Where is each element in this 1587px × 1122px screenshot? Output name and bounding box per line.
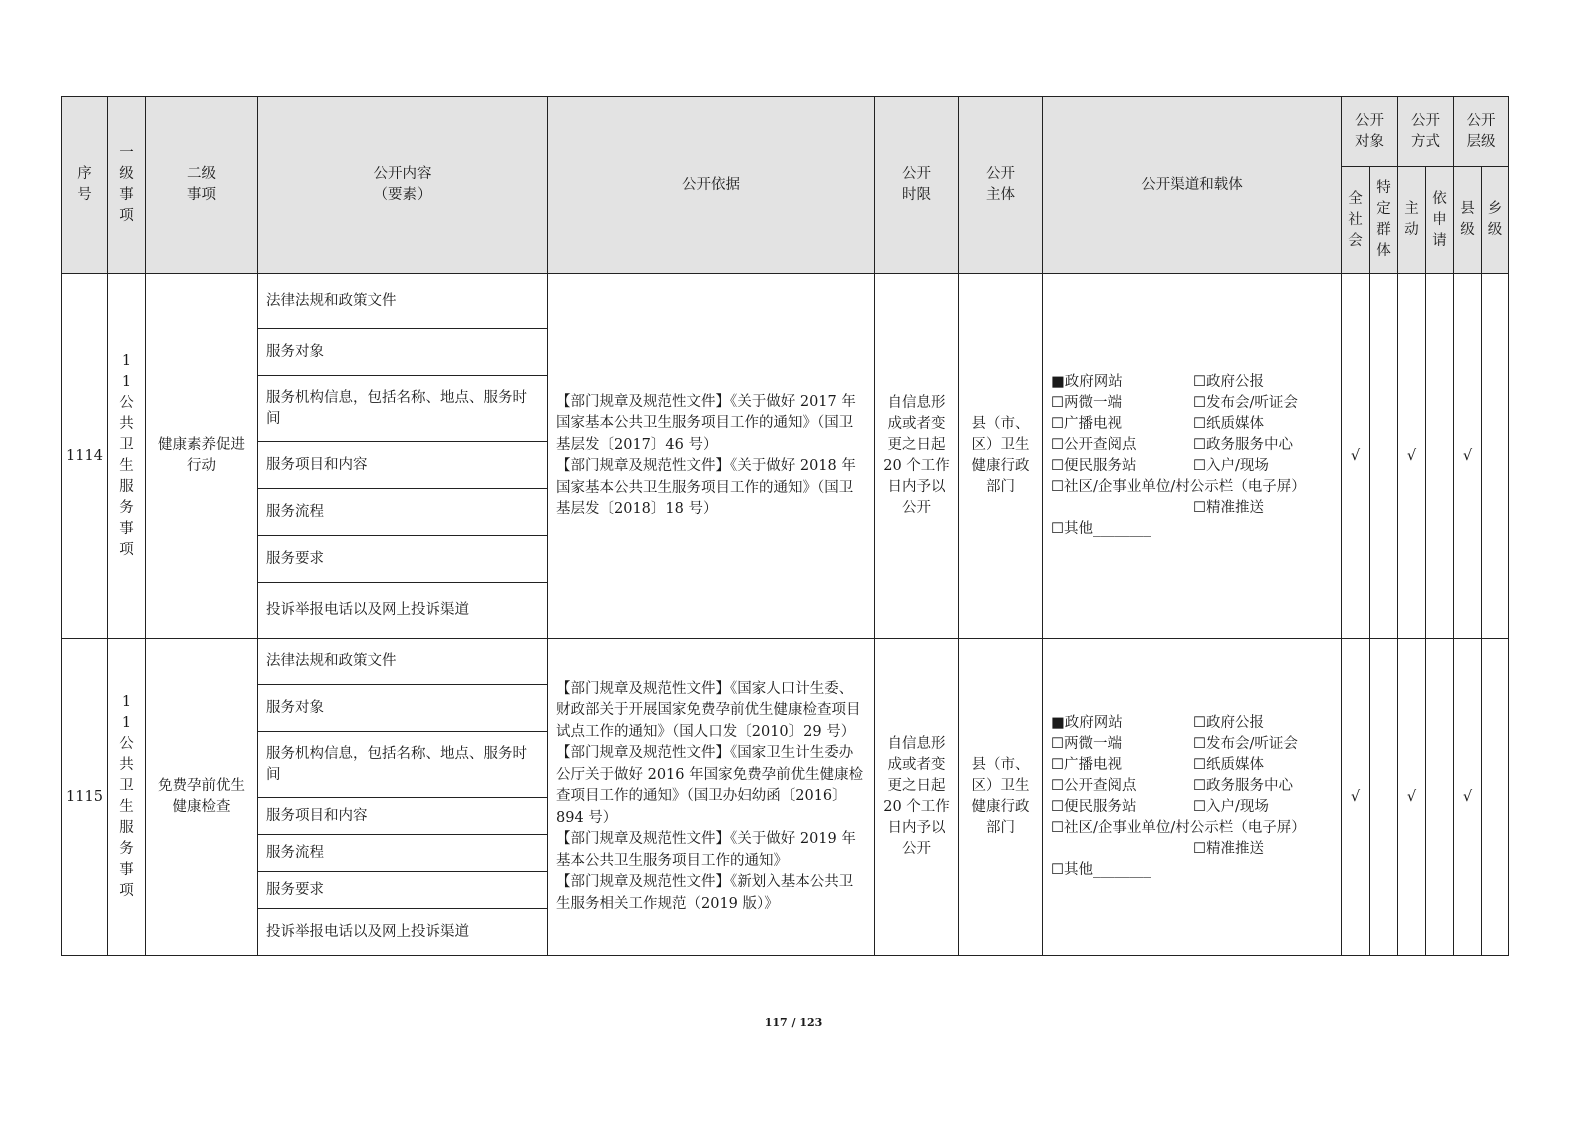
check-lv-county: √ [1454,639,1482,956]
subject-cell: 县（市、区）卫生健康行政部门 [959,639,1043,956]
basis-cell: 【部门规章及规范性文件】《关于做好 2017 年国家基本公共卫生服务项目工作的通知》（国卫基层发〔2017〕46 号） 【部门规章及规范性文件】《关于做好 2018 年国家基本公共卫生服务项目工作的通知》（国卫基层发〔2018〕18 号） [548,274,875,639]
check-m-apply [1426,639,1454,956]
element-cell: 服务对象 [258,329,548,376]
channel-cell [1043,639,1342,956]
check-lv-county: √ [1454,274,1482,639]
disclosure-table [61,96,1509,956]
channel-option: ☐广播电视 [1051,416,1122,432]
level2-cell: 免费孕前优生健康检查 [146,639,258,956]
check-obj-group [1370,639,1398,956]
check-lv-town [1482,274,1509,639]
channel-option: ☐社区/企事业单位/村公示栏（电子屏） [1051,820,1306,836]
element-cell: 服务项目和内容 [258,442,548,489]
channel-option: ☐社区/企事业单位/村公示栏（电子屏） [1051,479,1306,495]
channel-option: ☐公开查阅点 [1051,778,1137,794]
element-cell: 服务机构信息，包括名称、地点、服务时间 [258,376,548,442]
header-method-active: 主动 [1398,167,1426,274]
channel-option: ☐精准推送 [1193,500,1264,516]
channel-option: ☐便民服务站 [1051,799,1137,815]
element-cell: 服务项目和内容 [258,798,548,835]
channel-option: ☐发布会/听证会 [1193,736,1298,752]
header-level-town: 乡级 [1482,167,1509,274]
check-obj-all: √ [1342,639,1370,956]
header-method-apply: 依申请 [1426,167,1454,274]
check-obj-all: √ [1342,274,1370,639]
page-number: 117 / 123 [764,1016,823,1029]
table-header [62,97,1509,274]
channel-list [1051,713,1333,881]
channel-option: ☐政府公报 [1193,374,1264,390]
element-cell: 投诉举报电话以及网上投诉渠道 [258,909,548,956]
header-channel: 公开渠道和载体 [1043,97,1342,274]
channel-option: ☐纸质媒体 [1193,757,1264,773]
level1-cell: 11公共卫生服务事项 [108,274,146,639]
element-cell: 服务流程 [258,489,548,536]
channel-list [1051,372,1333,540]
channel-option: ☐广播电视 [1051,757,1122,773]
level2-cell: 健康素养促进行动 [146,274,258,639]
header-level-county: 县级 [1454,167,1482,274]
level1-cell: 11公共卫生服务事项 [108,639,146,956]
basis-cell: 【部门规章及规范性文件】《国家人口计生委、财政部关于开展国家免费孕前优生健康检查项目试点工作的通知》（国人口发〔2010〕29 号） 【部门规章及规范性文件】《国家卫生计生委办公厅关于做好 2016 年国家免费孕前优生健康检查项目工作的通知》（国卫办妇幼函〔2016〕894 号） 【部门规章及规范性文件】《关于做好 2019 年基本公共卫生服务项目工作的通知》 【部门规章及规范性文件】《新划入基本公共卫生服务相关工作规范（2019 版）》 [548,639,875,956]
limit-cell: 自信息形成或者变更之日起 20 个工作日内予以公开 [875,274,959,639]
element-cell: 服务机构信息，包括名称、地点、服务时间 [258,732,548,798]
channel-option: ☐精准推送 [1193,841,1264,857]
header-content: 公开内容 （要素） [258,97,548,274]
channel-option: ☐公开查阅点 [1051,437,1137,453]
channel-option: ☐其他________ [1051,521,1151,537]
table-body [62,274,1509,956]
element-cell: 服务流程 [258,835,548,872]
seq-cell: 1115 [62,639,108,956]
limit-cell: 自信息形成或者变更之日起 20 个工作日内予以公开 [875,639,959,956]
check-m-apply [1426,274,1454,639]
channel-option: ■政府网站 [1051,715,1123,731]
header-method: 公开方式 [1398,97,1454,167]
check-m-active: √ [1398,274,1426,639]
check-obj-group [1370,274,1398,639]
channel-cell [1043,274,1342,639]
header-basis: 公开依据 [548,97,875,274]
table-row [62,274,1509,329]
element-cell: 服务对象 [258,685,548,732]
channel-option: ☐入户/现场 [1193,458,1269,474]
channel-option: ☐两微一端 [1051,736,1122,752]
channel-option: ☐政务服务中心 [1193,778,1293,794]
channel-option: ☐两微一端 [1051,395,1122,411]
channel-option: ☐其他________ [1051,862,1151,878]
element-cell: 投诉举报电话以及网上投诉渠道 [258,583,548,639]
channel-option: ☐便民服务站 [1051,458,1137,474]
check-lv-town [1482,639,1509,956]
header-level2: 二级事项 [146,97,258,274]
channel-option: ☐入户/现场 [1193,799,1269,815]
element-cell: 法律法规和政策文件 [258,274,548,329]
header-limit: 公开时限 [875,97,959,274]
element-cell: 法律法规和政策文件 [258,639,548,685]
subject-cell: 县（市、区）卫生健康行政部门 [959,274,1043,639]
channel-option: ☐发布会/听证会 [1193,395,1298,411]
element-cell: 服务要求 [258,872,548,909]
channel-option: ■政府网站 [1051,374,1123,390]
header-level1: 一级事项 [108,97,146,274]
header-object: 公开对象 [1342,97,1398,167]
channel-option: ☐政府公报 [1193,715,1264,731]
header-subject: 公开主体 [959,97,1043,274]
header-seq: 序号 [62,97,108,274]
check-m-active: √ [1398,639,1426,956]
seq-cell: 1114 [62,274,108,639]
header-level: 公开层级 [1454,97,1509,167]
header-obj-group: 特定群体 [1370,167,1398,274]
table-row [62,639,1509,685]
channel-option: ☐政务服务中心 [1193,437,1293,453]
channel-option: ☐纸质媒体 [1193,416,1264,432]
element-cell: 服务要求 [258,536,548,583]
header-obj-all: 全社会 [1342,167,1370,274]
